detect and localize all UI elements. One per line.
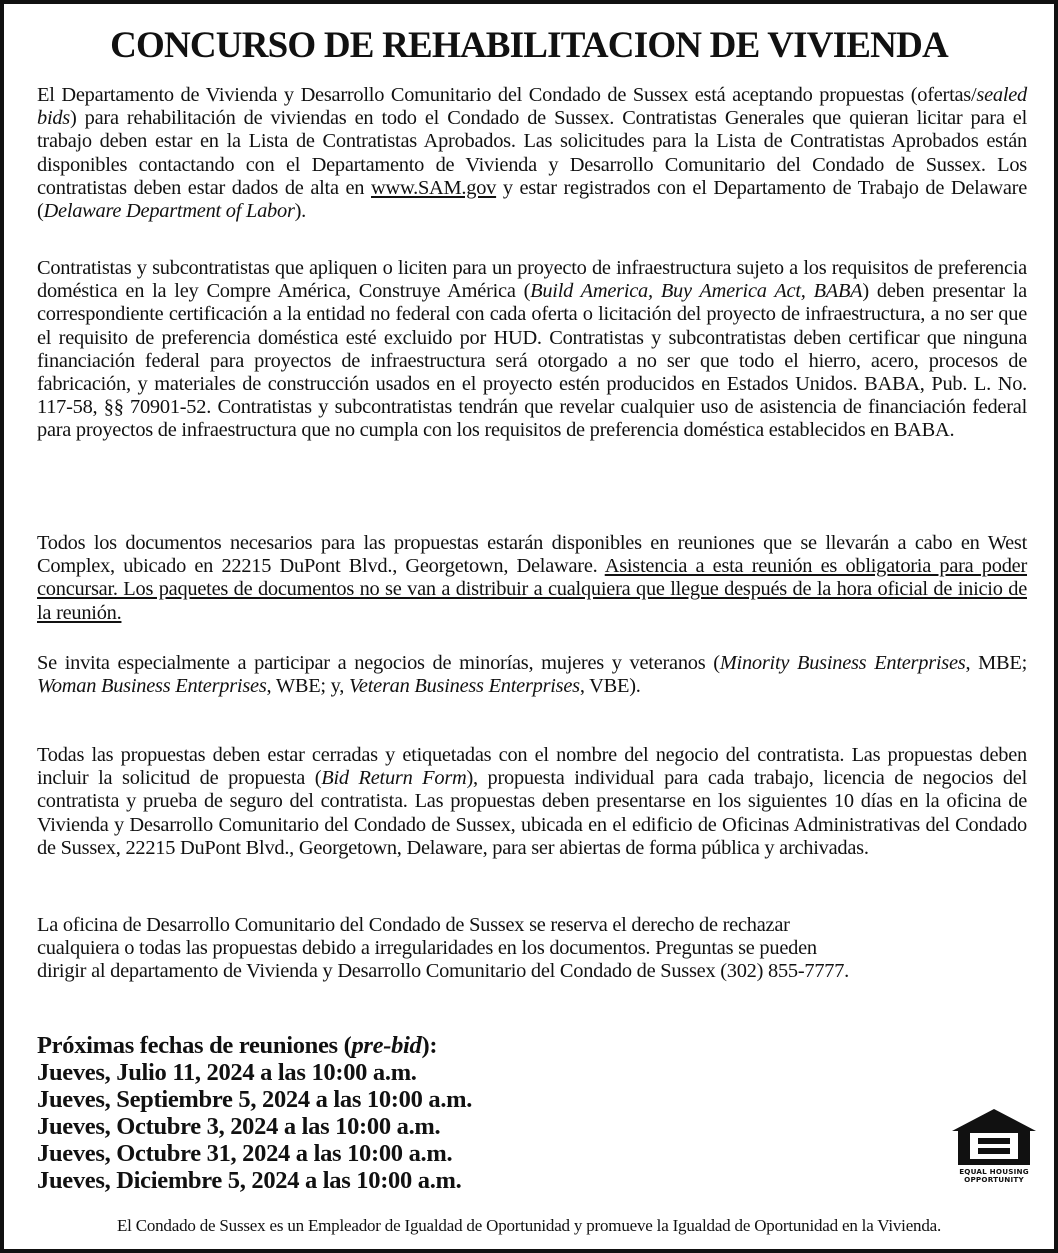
paragraph-meetings xyxy=(37,532,1027,625)
italic-term: Bid Return Form xyxy=(321,767,467,790)
paragraph-text: Contratistas y subcontratistas que apliquen o liciten para un proyecto de infraestructura sujeto a los requisitos de preferencia doméstica en la ley Compre América, Construye América ( xyxy=(37,257,1027,303)
schedule-heading xyxy=(37,1032,857,1059)
notice-title: CONCURSO DE REHABILITACION DE VIVIENDA xyxy=(110,25,948,66)
paragraph-text: El Departamento de Vivienda y Desarrollo Comunitario del Condado de Sussex está aceptando propuestas (ofertas/ xyxy=(37,84,977,106)
paragraph-text: ) para rehabilitación de viviendas en todo el Condado de Sussex. Contratistas Generales que quieran licitar para el trabajo deben estar en la Lista de Contratistas Aprobados. Las solicitudes para la Lista de Contratistas Aprobados están disponibles contactando con el Departamento de Vivienda y Desarrollo Comunitario del Condado de Sussex. Los contratistas deben estar dados de alta en xyxy=(37,107,1027,199)
paragraph-text: ). xyxy=(294,200,307,223)
italic-term: Minority Business Enterprises xyxy=(719,652,966,674)
equal-housing-caption xyxy=(948,1168,1040,1184)
attendance-requirement: Asistencia a esta reunión es obligatoria para poder concursar. Los paquetes de documentos no se van a distribuir a cualquiera que llegue después de la hora oficial de inicio de la reunión. xyxy=(37,555,1027,624)
paragraph-text: y estar registrados con el Departamento de Trabajo de Delaware ( xyxy=(37,176,1028,223)
footer-statement: El Condado de Sussex es un Empleador de Igualdad de Oportunidad y promueve la Igualdad de Oportunidad en la Vivienda. xyxy=(116,1216,942,1235)
italic-term: Veteran Business Enterprises xyxy=(348,675,580,698)
meeting-schedule xyxy=(37,1032,857,1194)
paragraph-baba xyxy=(37,257,1027,443)
paragraph-submission xyxy=(37,744,1027,860)
italic-term: Build America, Buy America Act, BABA xyxy=(530,280,863,303)
equal-housing-line2: OPPORTUNITY xyxy=(964,1175,1024,1184)
equal-housing-line1: EQUAL HOUSING xyxy=(959,1167,1029,1176)
paragraph-text: , VBE). xyxy=(579,675,641,698)
paragraph-bids xyxy=(37,84,1027,223)
paragraph-text: ) deben presentar la correspondiente certificación a la entidad no federal con cada oferta o licitación del proyecto de infraestructura, a no ser que el requisito de preferencia doméstica esté excluido por HUD. Contratistas y subcontratistas deben certificar que ninguna financiación federal para proyectos de infraestructura será otorgado a no ser que todo el hierro, acero, procesos de fabricación, y materiales de construcción usados en el proyecto estén producidos en Estados Unidos. BABA, Pub. L. No. 117-58, §§ 70901-52. Contratistas y subcontratistas tendrán que revelar cualquier uso de asistencia de financiación federal para proyectos de infraestructura que no cumpla con los requisitos de preferencia doméstica establecidos en BABA. xyxy=(37,280,1027,442)
equal-housing-logo xyxy=(948,1107,1040,1189)
paragraph-text: , WBE; y, xyxy=(266,675,349,698)
schedule-date: Jueves, Julio 11, 2024 a las 10:00 a.m. xyxy=(37,1059,417,1086)
paragraph-reservation: La oficina de Desarrollo Comunitario del Condado de Sussex se reserva el derecho de rechazar cualquiera o todas las propuestas debido a irregularidades en los documentos. Preguntas se pueden dirigir al departamento de Vivienda y Desarrollo Comunitario del Condado de Sussex (302) 855-7777. xyxy=(37,914,850,983)
paragraph-minority-business xyxy=(37,652,1027,698)
schedule-date: Jueves, Octubre 31, 2024 a las 10:00 a.m. xyxy=(37,1140,453,1167)
schedule-date: Jueves, Septiembre 5, 2024 a las 10:00 a.m. xyxy=(37,1086,473,1113)
schedule-heading-suffix: ): xyxy=(421,1032,438,1059)
paragraph-text: ), propuesta individual para cada trabajo, licencia de negocios del contratista y prueba de seguro del contratista. Las propuestas deben presentarse en los siguientes 10 días en la oficina de Vivienda y Desarrollo Comunitario del Condado de Sussex, ubicada en el edificio de Oficinas Administrativas del Condado de Sussex, 22215 DuPont Blvd., Georgetown, Delaware, para ser abiertas de forma pública y archivadas. xyxy=(37,767,1027,859)
paragraph-text: , MBE; xyxy=(965,652,1027,674)
schedule-heading-italic: pre-bid xyxy=(351,1032,422,1059)
paragraph-text: Se invita especialmente a participar a negocios de minorías, mujeres y veteranos ( xyxy=(37,652,720,674)
italic-term: Woman Business Enterprises xyxy=(37,675,267,698)
equal-housing-opportunity-icon xyxy=(948,1107,1040,1167)
paragraph-text: Todos los documentos necesarios para las propuestas estarán disponibles en reuniones que se llevarán a cabo en West Complex, ubicado en 22215 DuPont Blvd., Georgetown, Delaware. xyxy=(37,532,1027,578)
paragraph-text: Todas las propuestas deben estar cerradas y etiquetadas con el nombre del negocio del contratista. Las propuestas deben incluir la solicitud de propuesta ( xyxy=(37,744,1027,790)
sam-gov-link[interactable]: www.SAM.gov xyxy=(371,176,497,199)
italic-term: Delaware Department of Labor xyxy=(43,200,295,223)
schedule-heading-text: Próximas fechas de reuniones ( xyxy=(37,1032,352,1059)
schedule-date: Jueves, Octubre 3, 2024 a las 10:00 a.m. xyxy=(37,1113,441,1140)
schedule-date: Jueves, Diciembre 5, 2024 a las 10:00 a.m. xyxy=(37,1167,462,1194)
italic-term: sealed bids xyxy=(37,84,1027,130)
